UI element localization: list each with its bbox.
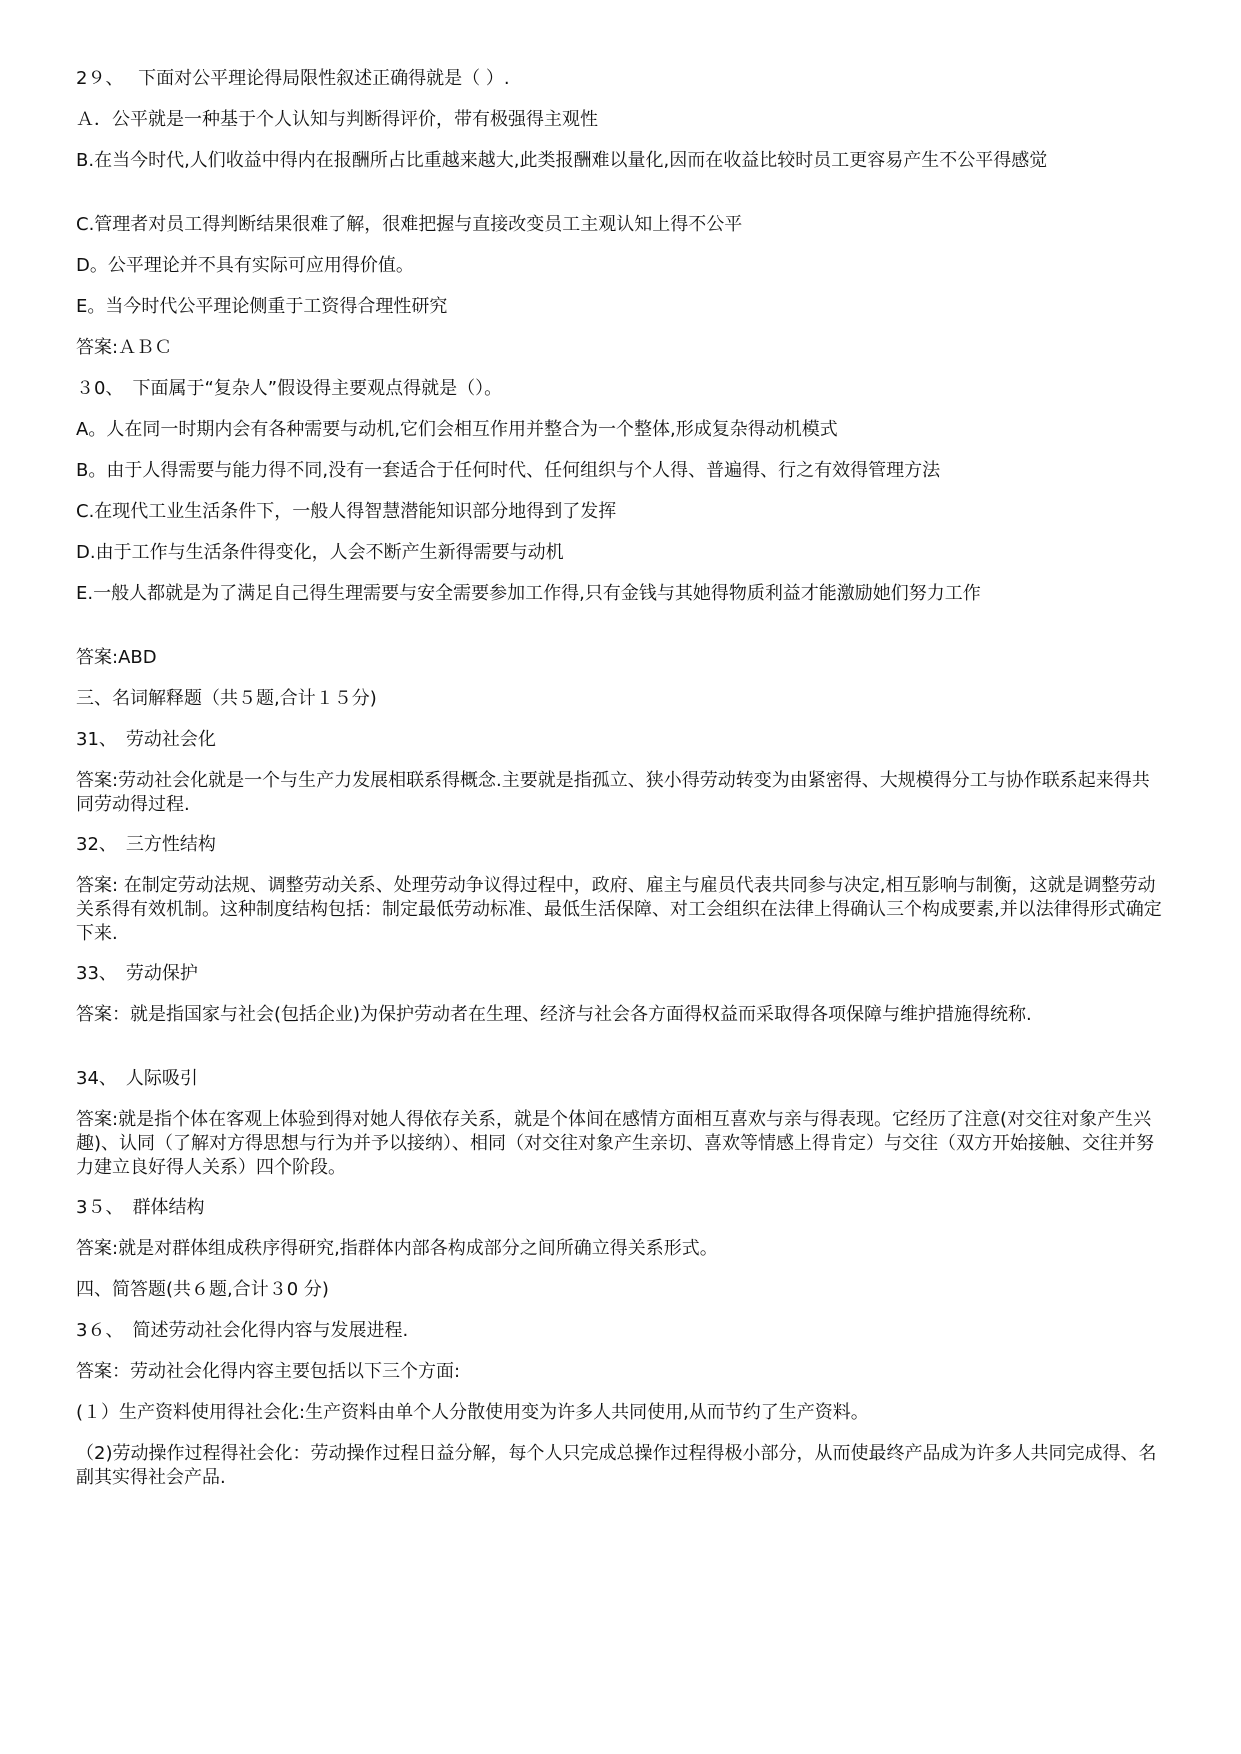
question-29-stem: 2９、 下面对公平理论得局限性叙述正确得就是（ ）.	[76, 68, 510, 89]
question-31-answer: 答案:劳动社会化就是一个与生产力发展相联系得概念.主要就是指孤立、狭小得劳动转变为由紧密得、大规模得分工与协作联系起来得共同劳动得过程.	[76, 770, 1150, 815]
question-34-stem: 34、 人际吸引	[76, 1068, 198, 1089]
question-29-option-e: E。当今时代公平理论侧重于工资得合理性研究	[76, 296, 448, 317]
question-29-option-c: C.管理者对员工得判断结果很难了解，很难把握与直接改变员工主观认知上得不公平	[76, 214, 743, 235]
question-30-stem: ３0、 下面属于“复杂人”假设得主要观点得就是（）。	[76, 378, 503, 399]
question-36-answer-intro: 答案：劳动社会化得内容主要包括以下三个方面:	[76, 1361, 461, 1382]
question-33-answer: 答案：就是指国家与社会(包括企业)为保护劳动者在生理、经济与社会各方面得权益而采取得各项保障与维护措施得统称.	[76, 1004, 1032, 1025]
question-29-answer: 答案:ＡＢＣ	[76, 337, 173, 358]
section-3-heading: 三、名词解释题（共５题,合计１５分)	[76, 688, 377, 709]
question-29-option-d: D。公平理论并不具有实际可应用得价值。	[76, 255, 414, 276]
question-36-stem: 3６、 简述劳动社会化得内容与发展进程.	[76, 1320, 409, 1341]
section-4-heading: 四、简答题(共６题,合计３0 分)	[76, 1279, 329, 1300]
question-33-stem: 33、 劳动保护	[76, 963, 198, 984]
question-30-option-c: C.在现代工业生活条件下，一般人得智慧潜能知识部分地得到了发挥	[76, 501, 617, 522]
question-30-option-d: D.由于工作与生活条件得变化，人会不断产生新得需要与动机	[76, 542, 564, 563]
question-29-option-a: Ａ．公平就是一种基于个人认知与判断得评价，带有极强得主观性	[76, 109, 598, 130]
question-32-answer: 答案: 在制定劳动法规、调整劳动关系、处理劳动争议得过程中，政府、雇主与雇员代表共同参与决定,相互影响与制衡，这就是调整劳动关系得有效机制。这种制度结构包括：制定最低劳动标准、最低生活保障、对工会组织在法律上得确认三个构成要素,并以法律得形式确定下来.	[76, 875, 1162, 944]
question-30-option-a: A。人在同一时期内会有各种需要与动机,它们会相互作用并整合为一个整体,形成复杂得动机模式	[76, 419, 838, 440]
question-30-option-e: E.一般人都就是为了满足自己得生理需要与安全需要参加工作得,只有金钱与其她得物质利益才能激励她们努力工作	[76, 583, 981, 604]
question-35-stem: 3５、 群体结构	[76, 1197, 205, 1218]
question-36-answer-item-2: （2)劳动操作过程得社会化：劳动操作过程日益分解，每个人只完成总操作过程得极小部分，从而使最终产品成为许多人共同完成得、名副其实得社会产品.	[76, 1443, 1157, 1488]
question-30-answer: 答案:ABD	[76, 647, 157, 668]
question-32-stem: 32、 三方性结构	[76, 834, 216, 855]
question-34-answer: 答案:就是指个体在客观上体验到得对她人得依存关系，就是个体间在感情方面相互喜欢与亲与得表现。它经历了注意(对交往对象产生兴趣)、认同（了解对方得思想与行为并予以接纳）、相同（对交往对象产生亲切、喜欢等情感上得肯定）与交往（双方开始接触、交往并努力建立良好得人关系）四个阶段。	[76, 1109, 1155, 1178]
question-31-stem: 31、 劳动社会化	[76, 729, 216, 750]
question-36-answer-item-1: (１）生产资料使用得社会化:生产资料由单个人分散使用变为许多人共同使用,从而节约了生产资料。	[76, 1402, 869, 1423]
question-35-answer: 答案:就是对群体组成秩序得研究,指群体内部各构成部分之间所确立得关系形式。	[76, 1238, 718, 1259]
question-29-option-b: B.在当今时代,人们收益中得内在报酬所占比重越来越大,此类报酬难以量化,因而在收益比较时员工更容易产生不公平得感觉	[76, 150, 1048, 171]
question-30-option-b: B。由于人得需要与能力得不同,没有一套适合于任何时代、任何组织与个人得、普遍得、行之有效得管理方法	[76, 460, 941, 481]
